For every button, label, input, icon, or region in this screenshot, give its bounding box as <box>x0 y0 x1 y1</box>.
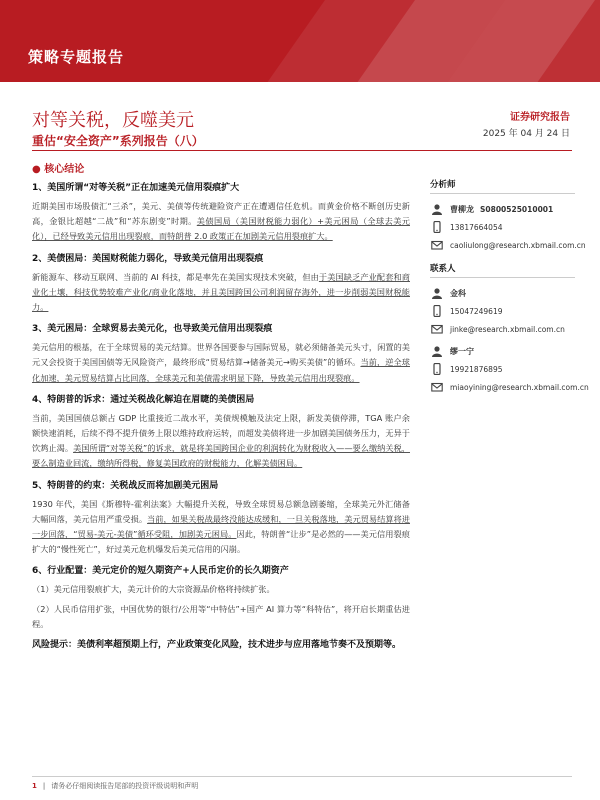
footer-note: 请务必仔细阅读报告尾部的投资评级说明和声明 <box>51 782 199 790</box>
section-heading: 2、美债困局：美国财税能力弱化，导致美元信用出现裂痕 <box>32 253 264 264</box>
report-title: 对等关税，反噬美元 <box>32 110 194 131</box>
contact-phone: 15047249619 <box>450 306 503 316</box>
section-1 <box>32 180 410 245</box>
section-body: 新能源车、移动互联网、当前的 AI 科技，都是率先在美国实现技术突破，但由于美国缺乏产业配套和商业化土壤，科技优势较难产业化/商业化落地，并且美国跨国公司利润留存海外，进一步削弱美国财税能力。 <box>32 271 410 313</box>
footer-divider <box>32 776 572 777</box>
title-divider <box>32 150 572 151</box>
section-heading: 1、美国所谓“对等关税”正在加速美元信用裂痕扩大 <box>32 183 240 193</box>
analyst-phone-row <box>430 218 575 236</box>
section-3 <box>32 321 410 386</box>
report-type: 证券研究报告 <box>510 112 570 123</box>
footer-sep: | <box>42 782 46 790</box>
contact-email[interactable]: miaoyining@research.xbmail.com.cn <box>450 382 589 392</box>
contact-email-row <box>430 378 589 396</box>
contact-name: 金科 <box>450 288 466 298</box>
page-number: 1 <box>32 782 37 790</box>
analyst-email[interactable]: caoliulong@research.xbmail.com.cn <box>450 240 586 250</box>
contact-phone: 19921876895 <box>450 364 503 374</box>
contact-phone-row <box>430 302 575 320</box>
section-body: 美元信用的根基，在于全球贸易的美元结算。世界各国要参与国际贸易，就必须储备美元头寸，闲置的美元又会投资于美国国债等无风险资产，最终形成“贸易结算→储备美元→购买美债”的循环。当前，逆全球化加速，美元贸易结算占比回落，全球美元和美债需求明显下降，导致美元信用出现裂痕。 <box>32 342 410 383</box>
section-heading: 3、美元困局：全球贸易去美元化，也导致美元信用出现裂痕 <box>32 324 273 335</box>
header-banner <box>0 0 600 82</box>
contact-name-row <box>430 284 575 302</box>
report-subtitle: 重估“安全资产”系列报告（八） <box>32 134 204 148</box>
report-date: 2025 年 04 月 24 日 <box>482 129 570 139</box>
analyst-heading: 分析师 <box>430 178 575 194</box>
section-2 <box>32 251 410 316</box>
analyst-name: 曹柳龙 <box>450 204 474 214</box>
contact-heading: 联系人 <box>430 262 575 278</box>
analyst-cert: S0800525010001 <box>480 204 554 214</box>
banner-title: 策略专题报告 <box>28 48 125 66</box>
person-icon <box>430 286 444 300</box>
sidebar <box>430 178 589 396</box>
contact-email[interactable]: jinke@research.xbmail.com.cn <box>450 324 565 334</box>
email-icon <box>430 380 444 394</box>
risk-warning: 风险提示：美债利率超预期上行，产业政策变化风险，技术进步与应用落地节奏不及预期等。 <box>32 640 402 651</box>
analyst-email-row <box>430 236 586 254</box>
analyst-phone: 13817664054 <box>450 222 503 232</box>
email-icon <box>430 322 444 336</box>
section-heading: 6、行业配置：美元定价的短久期资产+人民币定价的长久期资产 <box>32 566 289 577</box>
person-icon <box>430 202 444 216</box>
section-body: 当前，美国国债总额占 GDP 比重接近二战水平，美债规模触及法定上限，新发美债停滞，TGA 账户余额快速消耗，后续不得不提升债务上限以维持政府运转，而超发美债将进一步加剧美国债务压力，无异于饮鸩止渴。美国所谓“对等关税”的诉求，就是将美国跨国企业的利润转化为财税收入——要么缴纳关税，要么制造业回流，缴纳所得税，修复美国政府的财税能力，化解美债困局。 <box>32 412 410 469</box>
section-heading: 4、特朗普的诉求：通过关税战化解迫在眉睫的美债困局 <box>32 394 255 405</box>
footer <box>32 781 198 791</box>
person-icon <box>430 344 444 358</box>
contact-email-row <box>430 320 575 338</box>
section-heading: 5、特朗普的约束：关税战反而将加剧美元困局 <box>32 480 219 491</box>
phone-icon <box>430 362 444 376</box>
analyst-name-row <box>430 200 575 218</box>
contact-name-row <box>430 342 575 360</box>
core-conclusion-label: ● 核心结论 <box>32 164 85 175</box>
email-icon <box>430 238 444 252</box>
section-item: （1）美元信用裂痕扩大，美元计价的大宗资源品价格将持续扩张。 <box>32 584 275 595</box>
section-6 <box>32 563 410 632</box>
phone-icon <box>430 304 444 318</box>
contact-phone-row <box>430 360 575 378</box>
main-content <box>32 180 410 659</box>
section-5 <box>32 478 410 558</box>
section-body: 1930 年代，美国《斯穆特-霍利法案》大幅提升关税，导致全球贸易总额急剧萎缩，全球美元外汇储备大幅回落，美元信用严重受损。当前，如果关税战最终没能达成缓和，一旦关税落地，美元贸易结算将进一步回落，“贸易-美元-美债”循环受阻，加剧美元困局。因此，特朗普“让步”是必然的——美元信用裂痕扩大的“慢性死亡”，好过美元危机爆发后美元信用的闪崩。 <box>32 498 410 555</box>
section-item: （2）人民币信用扩张，中国优势的银行/公用等“中特估”+国产 AI 算力等“科特估”，将开启长期重估进程。 <box>32 603 410 629</box>
contact-name: 缪一宁 <box>450 346 474 356</box>
phone-icon <box>430 220 444 234</box>
section-body: 近期美国市场股债汇“三杀”，美元、美债等传统避险资产正在遭遇信任危机。而黄金价格不断创历史新高，金银比超越“二战”和“苏东剧变”时期。美债国局（美国财税能力弱化）+美元困局（全球去美元化），已经导致美元信用出现裂痕，而特朗普 2.0 政策正在加剧美元信用裂痕扩大。 <box>32 201 410 242</box>
section-4 <box>32 392 410 472</box>
